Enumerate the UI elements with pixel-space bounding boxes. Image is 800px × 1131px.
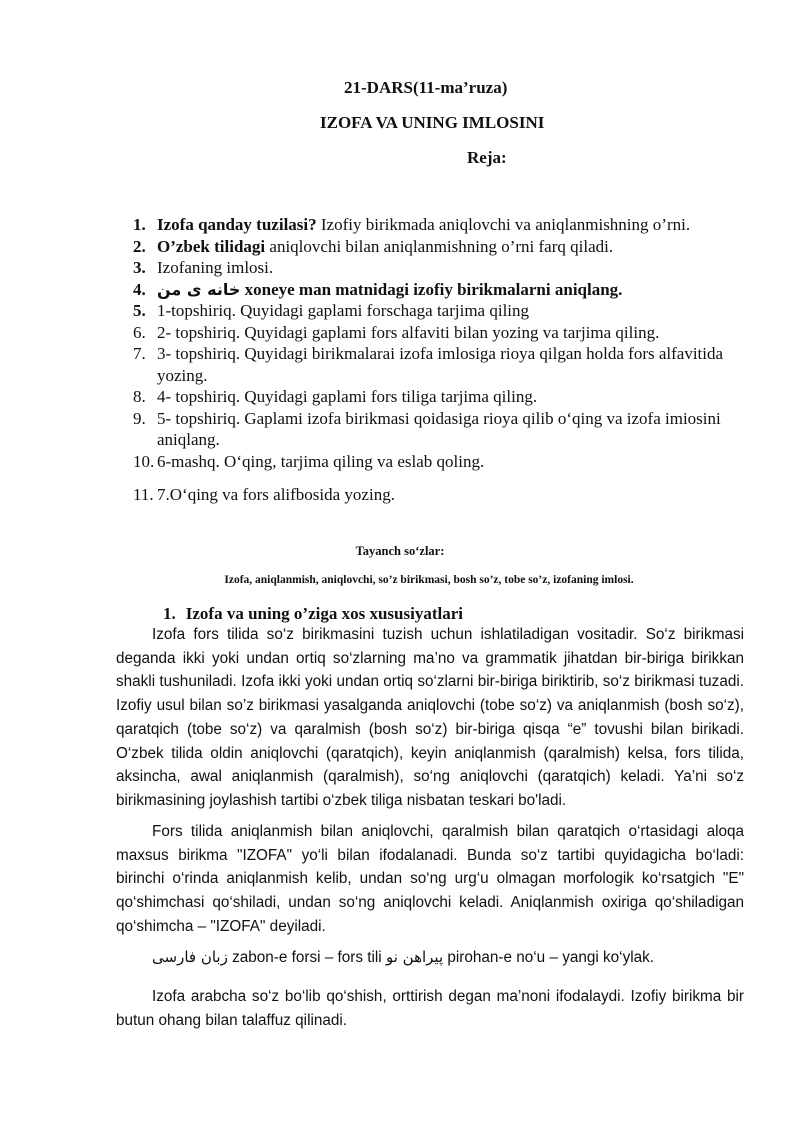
list-item-number: 7. xyxy=(133,344,146,363)
list-item-text: 1-topshiriq. Quyidagi gaplami forschaga tarjima qiling xyxy=(157,301,530,320)
list-item-text: aniqlovchi bilan aniqlanmishning o’rni farq qiladi. xyxy=(265,236,614,256)
list-item-text: 4- topshiriq. Quyidagi gaplami fors tiliga tarjima qiling. xyxy=(157,387,538,406)
paragraph: Izofa fors tilida so‘z birikmasini tuzish uchun ishlatiladigan vositadir. So‘z birikmasi deganda ikki yoki undan ortiq so‘zlarning ma’no va grammatik jihatdan bir-biriga birikkan shakli tushuniladi. Izofa ikki yoki undan ortiq so‘zlarni bir-biriga biriktirib, so‘z birikmasi tuzadi. Izofiy usul bilan so’z birikmasi yasalganda aniqlovchi (tobe so‘z) va aniqlanmish (bosh so‘z), qaratqich (tobe so‘z) va qaralmish (bosh so‘z) bir-biriga qisqa “e” tovushi bilan birikadi. O‘zbek tilida oldin aniqlovchi (qaratqich), keyin aniqlanmish (qaralmish) kelsa, fors tilida, aksincha, awal aniqlanmish (qaralmish), so‘ng aniqlovchi (qaratqich) keladi. Ya’ni so‘z birikmasining joylashish tartibi o‘zbek tiliga nisbatan teskari bo'ladi. xyxy=(116,626,744,809)
list-item-number: 3. xyxy=(133,258,146,277)
list-item-bold: Izofa qanday tuzilasi? xyxy=(157,215,317,234)
list-item-number: 10. xyxy=(133,451,155,471)
example-translation: pirohan-e no‘u – yangi ko‘ylak. xyxy=(443,949,655,966)
list-item xyxy=(133,300,753,322)
section-heading xyxy=(163,604,463,624)
list-item-text: 2- topshiriq. Quyidagi gaplami fors alfaviti bilan yozing va tarjima qiling. xyxy=(157,322,660,342)
list-item xyxy=(133,386,753,408)
list-item xyxy=(133,343,753,386)
list-item-number: 2. xyxy=(133,236,146,256)
list-item-bold: O’zbek tilidagi xyxy=(157,236,266,256)
list-item-number: 4. xyxy=(133,279,146,299)
list-item-number: 8. xyxy=(133,387,146,406)
list-item-bold: xoneye man matnidagi izofiy birikmalarni aniqlang. xyxy=(240,279,623,299)
list-item xyxy=(133,408,753,451)
section-number: 1. xyxy=(163,604,176,623)
list-item-text: 3- topshiriq. Quyidagi birikmalarai izofa imlosiga rioya qilgan holda fors alfavitida yozing. xyxy=(157,344,724,385)
lesson-number: 21-DARS(11-ma’ruza) xyxy=(344,78,508,97)
persian-phrase: خانه ی من xyxy=(157,279,241,299)
list-item xyxy=(133,214,753,236)
persian-example: پیراهن نو xyxy=(385,948,444,966)
paragraph: Fors tilida aniqlanmish bilan aniqlovchi, qaralmish bilan qaratqich o‘rtasidagi aloqa maxsus birikma "IZOFA" yo‘li bilan ifodalanadi. Bunda so‘z tartibi quyidagicha bo‘ladi: birinchi o‘rinda aniqlanmish kelib, undan so‘ng urg‘u olmagan morfologik ko‘rsatgich "E" qo‘shimchasi qo‘shiladi, undan so‘ng aniqlovchi keladi. Aniqlanmish oxiriga qo‘shiladigan qo‘shimcha – "IZOFA" deyiladi. xyxy=(116,823,744,935)
list-item-number: 6. xyxy=(133,322,146,342)
list-item-number: 11. xyxy=(133,485,154,504)
list-item-number: 9. xyxy=(133,408,146,428)
keywords-heading: Tayanch so‘zlar: xyxy=(355,544,445,558)
list-item xyxy=(133,451,753,473)
list-item-text: Izofiy birikmada aniqlovchi va aniqlanmishning o’rni. xyxy=(316,215,691,234)
list-item-text: 7.O‘qing va fors alifbosida yozing. xyxy=(157,485,395,504)
list-item-text: Izofaning imlosi. xyxy=(157,258,274,277)
plan-heading: Reja: xyxy=(467,148,507,167)
list-item-text: 5- topshiriq. Gaplami izofa birikmasi qoidasiga rioya qilib o‘qing va izofa imiosini aniqlang. xyxy=(157,408,721,449)
list-item xyxy=(133,484,753,506)
paragraph: Izofa arabcha so‘z bo‘lib qo‘shish, orttirish degan ma’noni ifodalaydi. Izofiy birikma bir butun ohang bilan talaffuz qilinadi. xyxy=(116,988,744,1029)
list-item xyxy=(133,279,753,301)
paragraph-examples xyxy=(116,946,744,970)
list-item xyxy=(133,257,753,279)
example-translation: zabon-e forsi – fors tili xyxy=(227,949,386,966)
persian-example: زبان فارسی xyxy=(152,948,228,966)
plan-list xyxy=(133,214,753,506)
list-item-number: 5. xyxy=(133,301,146,320)
keywords-list: Izofa, aniqlanmish, aniqlovchi, so’z birikmasi, bosh so’z, tobe so’z, izofaning imlosi. xyxy=(224,574,634,586)
section-title: Izofa va uning o’ziga xos xususiyatlari xyxy=(185,604,463,623)
list-item-text: 6-mashq. O‘qing, tarjima qiling va eslab qoling. xyxy=(157,451,485,471)
list-item xyxy=(133,322,753,344)
page-title: IZOFA VA UNING IMLOSINI xyxy=(320,113,545,132)
list-item-number: 1. xyxy=(133,215,146,234)
list-item xyxy=(133,236,753,258)
